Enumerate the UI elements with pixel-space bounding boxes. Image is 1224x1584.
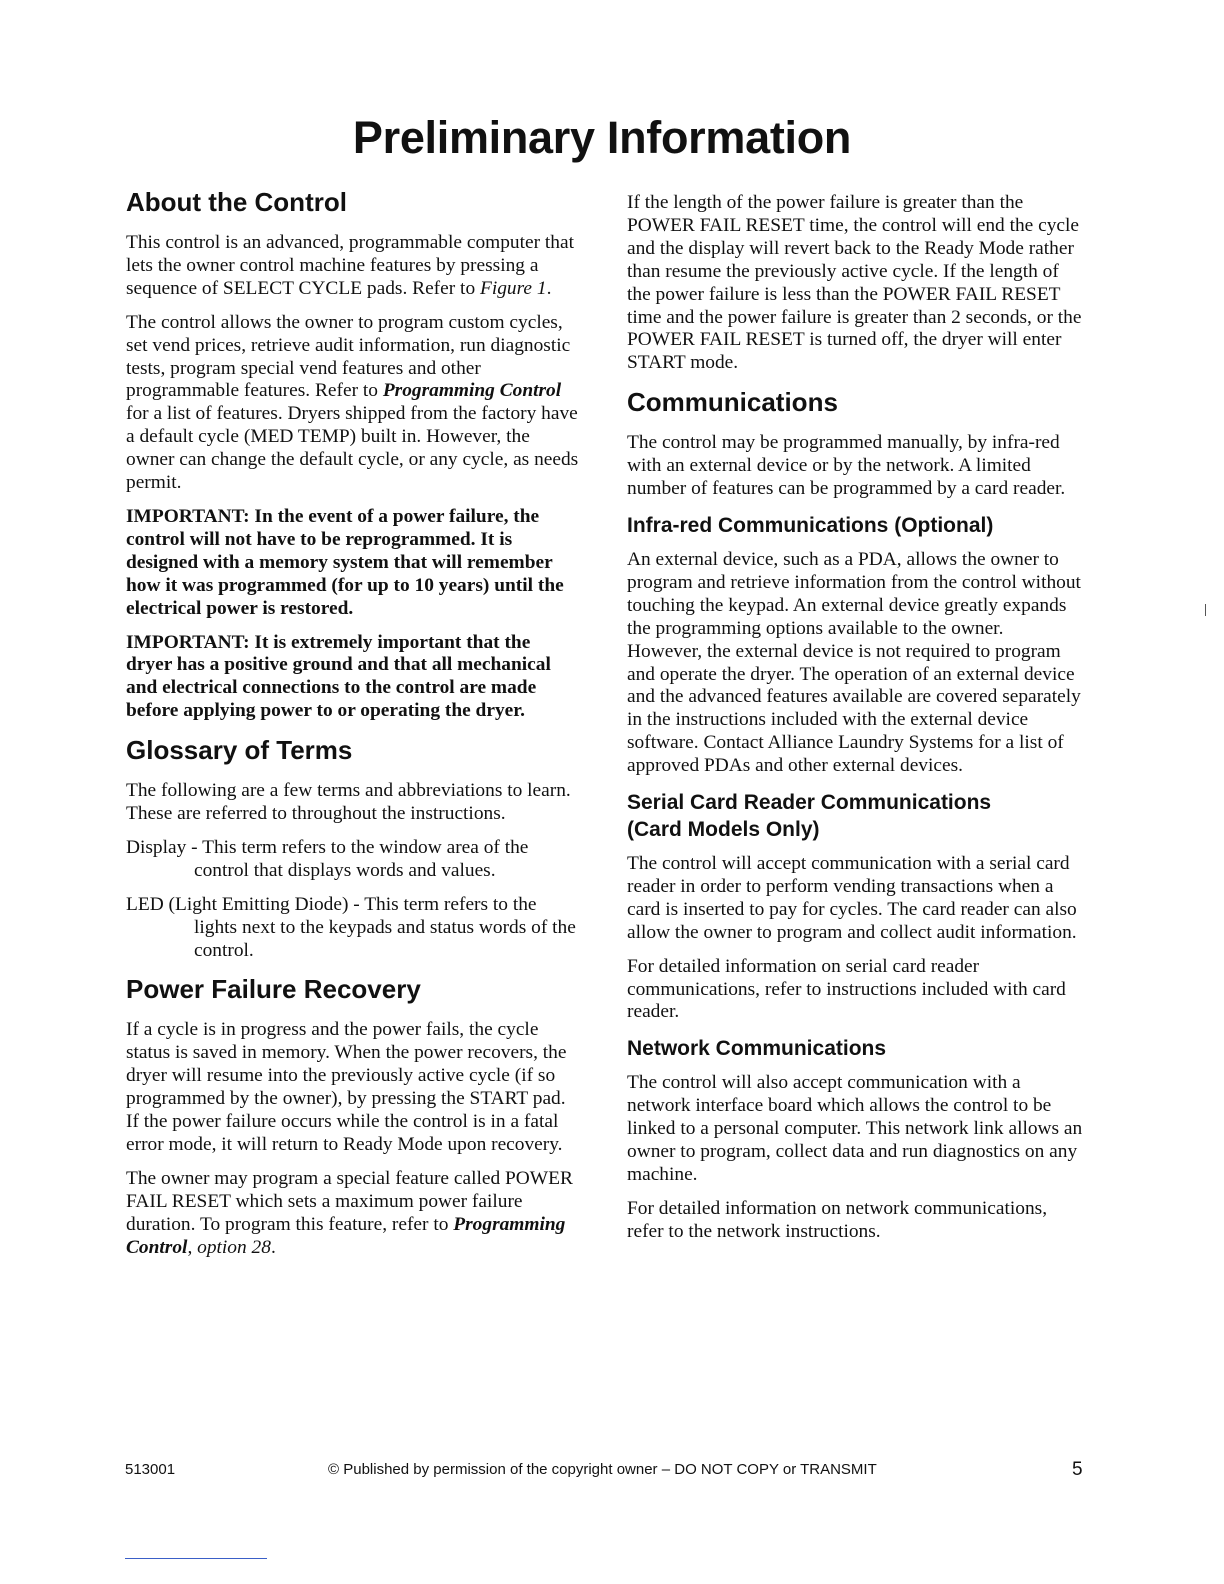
about-paragraph-2: The control allows the owner to program custom cycles, set vend prices, retrieve audit information, run diagnostic tests, program special vend features and other programmable features. Refer to Programming Control for a list of features. Dryers shipped from the factory have a default cycle (MED TEMP) built in. However, the owner can change the default cycle, or any cycle, as needs permit. <box>126 311 579 494</box>
option-reference: option 28 <box>197 1236 271 1258</box>
margin-mark <box>1205 604 1206 616</box>
power-failure-paragraph-1: If a cycle is in progress and the power fails, the cycle status is saved in memory. When the power recovers, the dryer will resume into the previously active cycle (if so programmed by the owner), by pressing the START pad. If the power failure occurs while the control is in a fatal error mode, it will return to Ready Mode upon recovery. <box>126 1019 567 1155</box>
communications-heading: Communications <box>627 387 838 418</box>
glossary-heading: Glossary of Terms <box>126 735 353 766</box>
bottom-rule <box>125 1558 267 1559</box>
programming-control-reference: Programming Control <box>382 380 562 402</box>
left-column <box>126 186 581 1271</box>
programming-control-reference-2: Programming Control <box>126 1213 566 1258</box>
page-number: 5 <box>1072 1459 1083 1480</box>
infrared-paragraph: An external device, such as a PDA, allows the owner to program and retrieve information from the control without touching the keypad. An external device greatly expands the programming options available to the owner. However, the external device is not required to program and operate the dryer. The operation of an external device and the advanced features available are covered separately in the instructions included with the external device software. Contact Alliance Laundry Systems for a list of approved PDAs and other external devices. <box>627 548 1081 777</box>
infrared-heading: Infra-red Communications (Optional) <box>627 513 994 537</box>
serial-paragraph-2: For detailed information on serial card reader communications, refer to instructions included with card reader. <box>627 955 1066 1023</box>
communications-paragraph: The control may be programmed manually, by infra-red with an external device or by the network. A limited number of features can be programmed by a card reader. <box>627 432 1066 500</box>
page-title: Preliminary Information <box>352 112 852 163</box>
important-note-2: IMPORTANT: It is extremely important that the dryer has a positive ground and that all mechanical and electrical connections to the control are made before applying power to or operating the dryer. <box>126 631 551 722</box>
glossary-term-display: Display - This term refers to the window area of the control that displays words and values. <box>126 836 529 881</box>
about-heading: About the Control <box>126 187 347 217</box>
serial-paragraph-1: The control will accept communication with a serial card reader in order to perform vending transactions when a card is inserted to pay for cycles. The card reader can also allow the owner to program and collect audit information. <box>627 853 1077 943</box>
power-failure-heading: Power Failure Recovery <box>126 974 421 1005</box>
power-failure-continued: If the length of the power failure is greater than the POWER FAIL RESET time, the control will end the cycle and the display will revert back to the Ready Mode rather than resume the previously active cycle. If the length of the power failure is less than the POWER FAIL RESET time and the power failure is greater than 2 seconds, or the POWER FAIL RESET is turned off, the dryer will enter START mode. <box>627 192 1082 374</box>
about-paragraph-1: This control is an advanced, programmable computer that lets the owner control machine features by pressing a sequence of SELECT CYCLE pads. Refer to Figure 1. <box>126 232 574 299</box>
important-note-1: IMPORTANT: In the event of a power failure, the control will not have to be reprogrammed. It is designed with a memory system that will remember how it was programmed (for up to 10 years) until the electrical power is restored. <box>126 505 564 619</box>
serial-card-reader-heading: Serial Card Reader Communications (Card Models Only) <box>627 791 992 842</box>
network-paragraph-1: The control will also accept communication with a network interface board which allows the control to be linked to a personal computer. This network link allows an owner to program, collect data and run diagnostics on any machine. <box>627 1072 1083 1185</box>
network-heading: Network Communications <box>627 1037 887 1061</box>
power-failure-paragraph-2: The owner may program a special feature called POWER FAIL RESET which sets a maximum power failure duration. To program this feature, refer to Programming Control, option 28. <box>126 1167 573 1258</box>
figure-reference: Figure 1 <box>479 277 547 299</box>
network-paragraph-2: For detailed information on network communications, refer to the network instructions. <box>627 1197 1048 1242</box>
document-number: 513001 <box>125 1461 176 1478</box>
glossary-intro: The following are a few terms and abbreviations to learn. These are referred to throughout the instructions. <box>126 780 571 825</box>
right-column <box>627 192 1083 1255</box>
copyright-notice: © Published by permission of the copyright owner – DO NOT COPY or TRANSMIT <box>328 1461 877 1478</box>
glossary-term-led: LED (Light Emitting Diode) - This term refers to the lights next to the keypads and status words of the control. <box>126 893 576 961</box>
